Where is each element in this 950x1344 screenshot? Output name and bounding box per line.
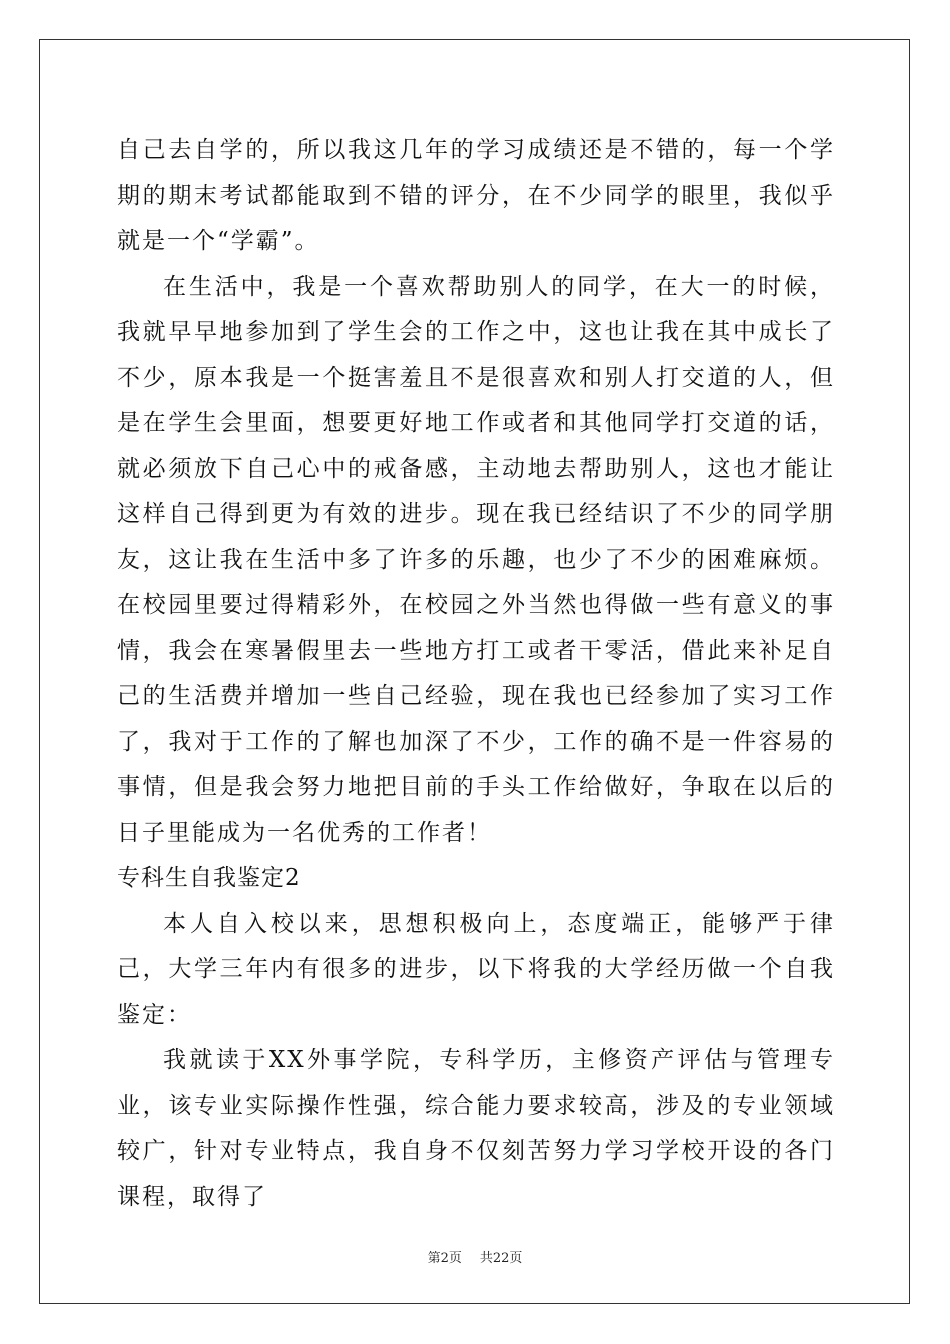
page-number: 第2页	[427, 1251, 462, 1266]
page-footer	[0, 1247, 950, 1266]
paragraph-campus-life: 在生活中，我是一个喜欢帮助别人的同学，在大一的时候，我就早早地参加到了学生会的工作之中，这也让我在其中成长了不少，原本我是一个挺害羞且不是很喜欢和别人打交道的人，但是在学生会里面，想要更好地工作或者和其他同学打交道的话，就必须放下自己心中的戒备感，主动地去帮助别人，这也才能让这样自己得到更为有效的进步。现在我已经结识了不少的同学朋友，这让我在生活中多了许多的乐趣，也少了不少的困难麻烦。在校园里要过得精彩外，在校园之外当然也得做一些有意义的事情，我会在寒暑假里去一些地方打工或者干零活，借此来补足自己的生活费并增加一些自己经验，现在我也已经参加了实习工作了，我对于工作的了解也加深了不少，工作的确不是一件容易的事情，但是我会努力地把目前的手头工作给做好，争取在以后的日子里能成为一名优秀的工作者！	[117, 273, 835, 846]
section-heading: 专科生自我鉴定2	[117, 865, 301, 891]
paragraph-major: 我就读于XX外事学院，专科学历，主修资产评估与管理专业，该专业实际操作性强，综合能力要求较高，涉及的专业领域较广，针对专业特点，我自身不仅刻苦努力学习学校开设的各门课程，取得了	[117, 1047, 835, 1210]
paragraph-intro: 本人自入校以来，思想积极向上，态度端正，能够严于律己，大学三年内有很多的进步，以下将我的大学经历做一个自我鉴定：	[117, 910, 835, 1028]
page-total: 共22页	[479, 1251, 523, 1266]
paragraph-continuation: 自己去自学的，所以我这几年的学习成绩还是不错的，每一个学期的期末考试都能取到不错的评分，在不少同学的眼里，我似乎就是一个“学霸”。	[117, 137, 835, 254]
document-body	[117, 128, 835, 1220]
